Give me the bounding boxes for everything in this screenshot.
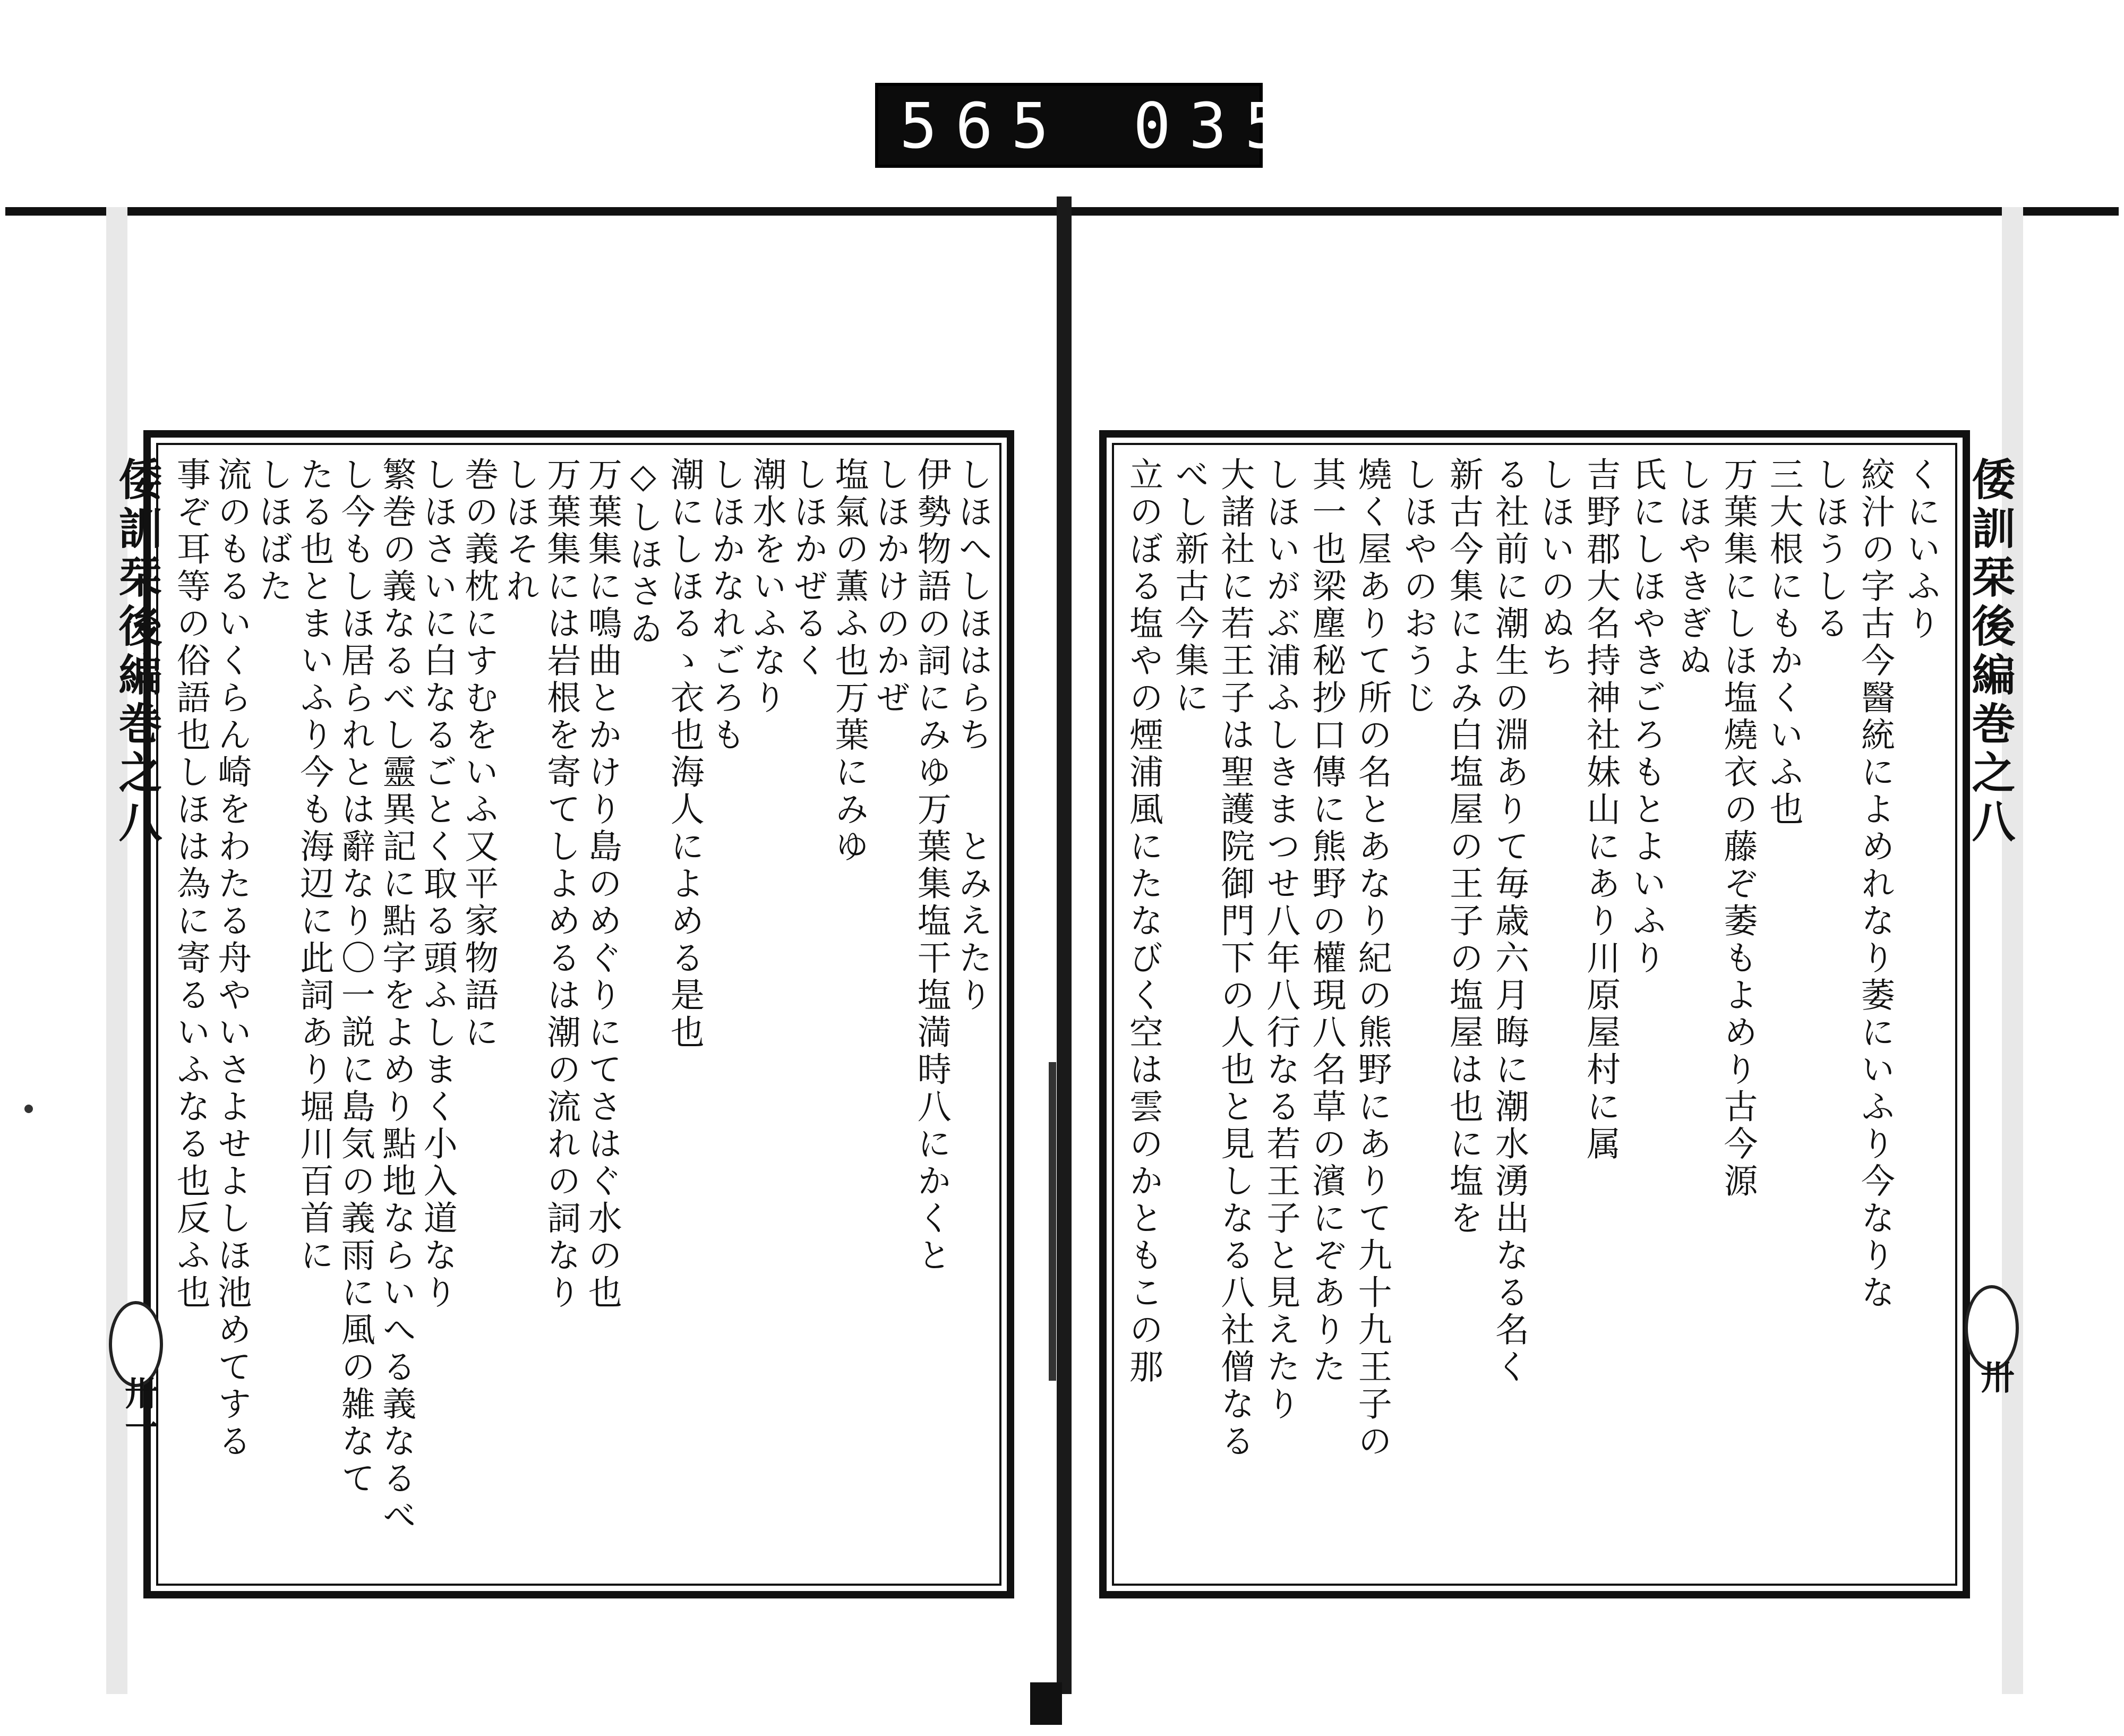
right-page-column: くにいふり [1900,457,1940,643]
left-page-column: 繁巻の義なるべし靈異記に點字をよめり點地ならいへる義なるべ [376,457,416,1535]
left-page-column: し今もしほ居られとは辭なり〇一説に島気の義雨に風の雑なて [335,457,375,1498]
right-page-column: 新古今集によみ白塩屋の王子の塩屋は也に塩を [1443,457,1483,1237]
left-page-column: 塩氣の薫ふ也万葉にみゆ [829,457,869,866]
right-book-edge [2002,207,2023,1694]
left-book-edge [106,207,127,1694]
left-page-column: しほかなれごろも [706,457,746,754]
left-page-column: たる也とまいふり今も海辺に此詞あり堀川百首に [294,457,334,1275]
left-page-column: 事ぞ耳等の俗語也しほは為に寄るいふなる也反ふ也 [170,457,210,1312]
left-page-column: 流のもるいくらん崎をわたる舟やいさよせよしほ池めてする [212,457,252,1460]
speck [24,1105,33,1113]
left-running-head: 倭訓栞後編巻之八 [112,457,162,848]
label-number-left: 565 [900,89,1067,163]
right-page-column: 万葉集にしほ塩燒衣の藤ぞ萎もよめり古今源 [1718,457,1758,1200]
right-page-column: 氏にしほやきごろもとよいふり [1626,457,1666,977]
right-folio: 卅 [1975,1359,2015,1393]
right-page-column: 燒く屋ありて所の名とあなり紀の熊野にありて九十九王子の [1352,457,1392,1460]
right-page-column: 絞汁の字古今醫統によめれなり萎にいふり今なりな [1855,457,1895,1312]
right-page-column: しほいのぬち [1535,457,1575,680]
right-page-column: 吉野郡大名持神社妹山にあり川原屋村に属 [1581,457,1621,1163]
right-page-column: べし新古今集に [1169,457,1209,717]
left-page-column: ◇しほさゐ [623,457,663,648]
right-page-column: 立のぼる塩やの煙浦風にたなびく空は雲のかともこの那 [1124,457,1163,1386]
book-spine [1057,196,1072,1694]
left-page-column: 万葉集には岩根を寄てしよめるは潮の流れの詞なり [541,457,581,1312]
right-page-column: しほやのおうじ [1398,457,1437,717]
left-page-column: しほさいに白なるごとく取る頭ふしまく小入道なり [417,457,457,1312]
right-page-column: しほやきぎぬ [1672,457,1712,680]
left-page-column: しほへしほはらち とみえたり [953,457,992,1014]
binding-hole-left [109,1301,163,1387]
binding-hole-right [1965,1285,2019,1371]
left-page-column: 巻の義枕にすむをいふ又平家物語に [459,457,499,1051]
right-page-column: る社前に潮生の淵ありて毎歳六月晦に潮水湧出なる名く [1489,457,1529,1386]
left-folio: 卅一 [119,1375,159,1443]
thread-stain [1049,1062,1056,1381]
right-page-column: 其一也梁塵秘抄口傳に熊野の權現八名草の濱にぞありた [1306,457,1346,1386]
right-page-column: しほいがぶ浦ふしきまつせ八年八行なる若王子と見えたり [1261,457,1300,1423]
left-page-column: 潮水をいふなり [747,457,786,717]
left-page-column: しほそれ [500,457,539,605]
left-page-column: しほばた [253,457,293,605]
spine-foot-tab [1030,1682,1062,1725]
right-running-head: 倭訓栞後編巻之八 [1965,457,2016,848]
left-page-column: しほかけのかぜ [870,457,910,717]
left-page-column: 万葉集に鳴曲とかけり島のめぐりにてさはぐ水の也 [582,457,622,1312]
left-page-column: しほかぜるく [788,457,828,680]
label-number-right: 035. [1133,89,1357,163]
right-page-column: しほうしる [1809,457,1849,643]
right-page-column: 三大根にもかくいふ也 [1763,457,1803,828]
right-page-column: 大諸社に若王子は聖護院御門下の人也と見しなる八社僧なる [1215,457,1255,1460]
left-page-column: 伊勢物語の詞にみゆ万葉集塩干塩満時八にかくと [911,457,951,1275]
catalogue-number-label [875,83,1357,168]
left-page-column: 潮にしほるゝ衣也海人によめる是也 [664,457,704,1051]
